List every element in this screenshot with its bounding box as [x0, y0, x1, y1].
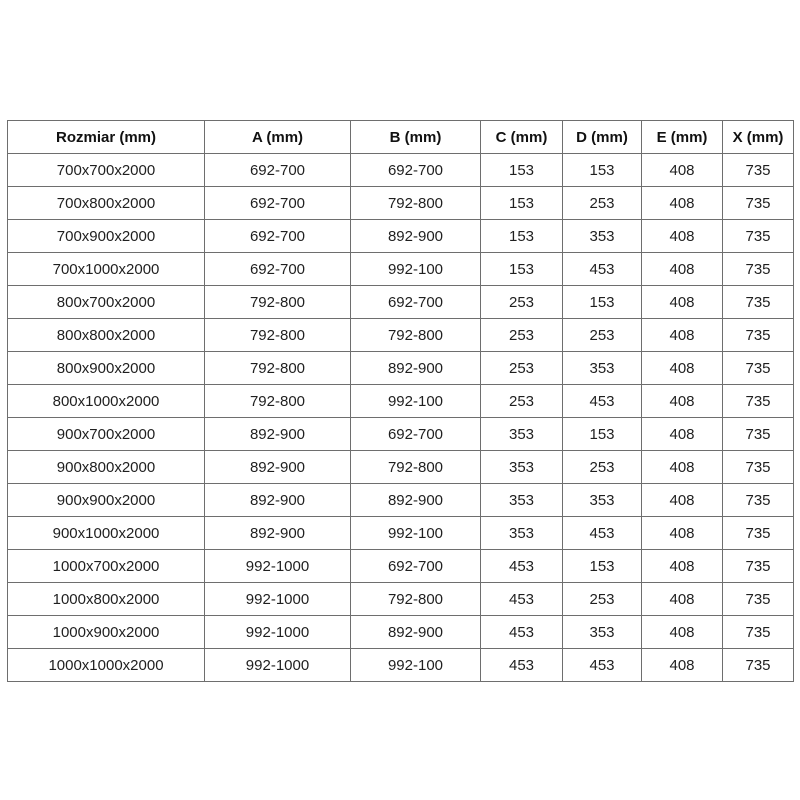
table-row	[8, 616, 794, 649]
table-cell: 992-1000	[205, 616, 351, 649]
table-row	[8, 451, 794, 484]
table-cell: 735	[723, 352, 794, 385]
table-cell: 792-800	[351, 319, 481, 352]
table-cell: 735	[723, 484, 794, 517]
table-cell: 992-100	[351, 517, 481, 550]
table-cell: 453	[481, 583, 563, 616]
table-cell: 792-800	[205, 319, 351, 352]
table-cell: 353	[481, 517, 563, 550]
table-cell: 153	[481, 220, 563, 253]
table-cell: 735	[723, 319, 794, 352]
table-cell: 453	[563, 253, 642, 286]
table-row	[8, 319, 794, 352]
table-cell: 892-900	[205, 418, 351, 451]
table-cell: 408	[642, 154, 723, 187]
table-cell: 992-1000	[205, 583, 351, 616]
table-cell: 735	[723, 253, 794, 286]
table-cell: 892-900	[351, 484, 481, 517]
table-row	[8, 418, 794, 451]
table-cell: 453	[563, 649, 642, 682]
table-cell: 253	[563, 451, 642, 484]
table-cell: 408	[642, 385, 723, 418]
table-cell: 692-700	[205, 220, 351, 253]
table-cell: 408	[642, 583, 723, 616]
header-cell: E (mm)	[642, 121, 723, 154]
table-cell: 408	[642, 319, 723, 352]
table-cell: 792-800	[351, 451, 481, 484]
table-cell: 153	[481, 187, 563, 220]
table-cell: 900x1000x2000	[8, 517, 205, 550]
header-cell: D (mm)	[563, 121, 642, 154]
header-cell: B (mm)	[351, 121, 481, 154]
table-cell: 700x800x2000	[8, 187, 205, 220]
table-cell: 253	[481, 319, 563, 352]
table-cell: 408	[642, 187, 723, 220]
table-cell: 253	[481, 385, 563, 418]
table-cell: 800x1000x2000	[8, 385, 205, 418]
table-cell: 792-800	[205, 385, 351, 418]
table-row	[8, 583, 794, 616]
header-cell: X (mm)	[723, 121, 794, 154]
table-cell: 735	[723, 550, 794, 583]
table-cell: 800x900x2000	[8, 352, 205, 385]
table-row	[8, 253, 794, 286]
table-cell: 253	[563, 319, 642, 352]
table-cell: 692-700	[205, 187, 351, 220]
table-cell: 692-700	[205, 253, 351, 286]
header-cell: C (mm)	[481, 121, 563, 154]
table-row	[8, 385, 794, 418]
table-cell: 408	[642, 352, 723, 385]
table-cell: 735	[723, 517, 794, 550]
table-cell: 1000x800x2000	[8, 583, 205, 616]
table-cell: 353	[481, 418, 563, 451]
table-cell: 453	[563, 385, 642, 418]
table-cell: 735	[723, 583, 794, 616]
table-cell: 735	[723, 286, 794, 319]
table-cell: 453	[481, 616, 563, 649]
table-cell: 692-700	[351, 154, 481, 187]
table-cell: 735	[723, 418, 794, 451]
table-cell: 735	[723, 616, 794, 649]
table-cell: 900x900x2000	[8, 484, 205, 517]
table-cell: 700x900x2000	[8, 220, 205, 253]
table-cell: 892-900	[205, 517, 351, 550]
table-cell: 353	[563, 220, 642, 253]
table-cell: 735	[723, 649, 794, 682]
table-cell: 800x700x2000	[8, 286, 205, 319]
table-cell: 1000x900x2000	[8, 616, 205, 649]
table-cell: 408	[642, 616, 723, 649]
table-cell: 692-700	[351, 550, 481, 583]
table-row	[8, 550, 794, 583]
header-cell: Rozmiar (mm)	[8, 121, 205, 154]
header-row	[8, 121, 794, 154]
table-cell: 408	[642, 484, 723, 517]
table-row	[8, 352, 794, 385]
table-row	[8, 187, 794, 220]
table-cell: 992-1000	[205, 649, 351, 682]
table-cell: 992-100	[351, 385, 481, 418]
table-cell: 792-800	[351, 187, 481, 220]
table-cell: 892-900	[205, 451, 351, 484]
table-cell: 153	[481, 154, 563, 187]
table-cell: 735	[723, 451, 794, 484]
table-row	[8, 154, 794, 187]
table-cell: 253	[481, 286, 563, 319]
table-cell: 353	[481, 451, 563, 484]
table-cell: 735	[723, 220, 794, 253]
table-cell: 153	[563, 418, 642, 451]
table-row	[8, 286, 794, 319]
table-cell: 408	[642, 220, 723, 253]
table-cell: 153	[563, 550, 642, 583]
table-cell: 253	[481, 352, 563, 385]
table-cell: 408	[642, 451, 723, 484]
table-cell: 153	[481, 253, 563, 286]
table-cell: 353	[563, 484, 642, 517]
table-row	[8, 220, 794, 253]
table-row	[8, 484, 794, 517]
table-cell: 892-900	[351, 352, 481, 385]
table-cell: 900x700x2000	[8, 418, 205, 451]
table-cell: 800x800x2000	[8, 319, 205, 352]
table-cell: 1000x1000x2000	[8, 649, 205, 682]
table-cell: 700x1000x2000	[8, 253, 205, 286]
table-cell: 408	[642, 253, 723, 286]
table-cell: 253	[563, 583, 642, 616]
table-cell: 453	[481, 649, 563, 682]
table-cell: 408	[642, 550, 723, 583]
table-cell: 992-100	[351, 649, 481, 682]
spec-table	[7, 120, 794, 682]
table-cell: 408	[642, 649, 723, 682]
table-cell: 1000x700x2000	[8, 550, 205, 583]
table-cell: 700x700x2000	[8, 154, 205, 187]
table-cell: 735	[723, 385, 794, 418]
table-cell: 353	[563, 616, 642, 649]
table-cell: 153	[563, 154, 642, 187]
table-cell: 792-800	[205, 352, 351, 385]
table-cell: 408	[642, 286, 723, 319]
table-cell: 792-800	[205, 286, 351, 319]
table-cell: 992-100	[351, 253, 481, 286]
table-cell: 992-1000	[205, 550, 351, 583]
table-cell: 792-800	[351, 583, 481, 616]
table-cell: 253	[563, 187, 642, 220]
table-cell: 900x800x2000	[8, 451, 205, 484]
table-cell: 735	[723, 154, 794, 187]
table-cell: 408	[642, 517, 723, 550]
table-cell: 353	[481, 484, 563, 517]
table-cell: 453	[563, 517, 642, 550]
table-cell: 892-900	[351, 220, 481, 253]
table-cell: 892-900	[205, 484, 351, 517]
table-row	[8, 649, 794, 682]
table-cell: 692-700	[351, 286, 481, 319]
table-cell: 692-700	[205, 154, 351, 187]
header-cell: A (mm)	[205, 121, 351, 154]
table-cell: 353	[563, 352, 642, 385]
table-cell: 692-700	[351, 418, 481, 451]
table-cell: 153	[563, 286, 642, 319]
table-cell: 453	[481, 550, 563, 583]
table-cell: 735	[723, 187, 794, 220]
table-row	[8, 517, 794, 550]
table-cell: 408	[642, 418, 723, 451]
table-cell: 892-900	[351, 616, 481, 649]
spec-table-body	[8, 154, 794, 682]
